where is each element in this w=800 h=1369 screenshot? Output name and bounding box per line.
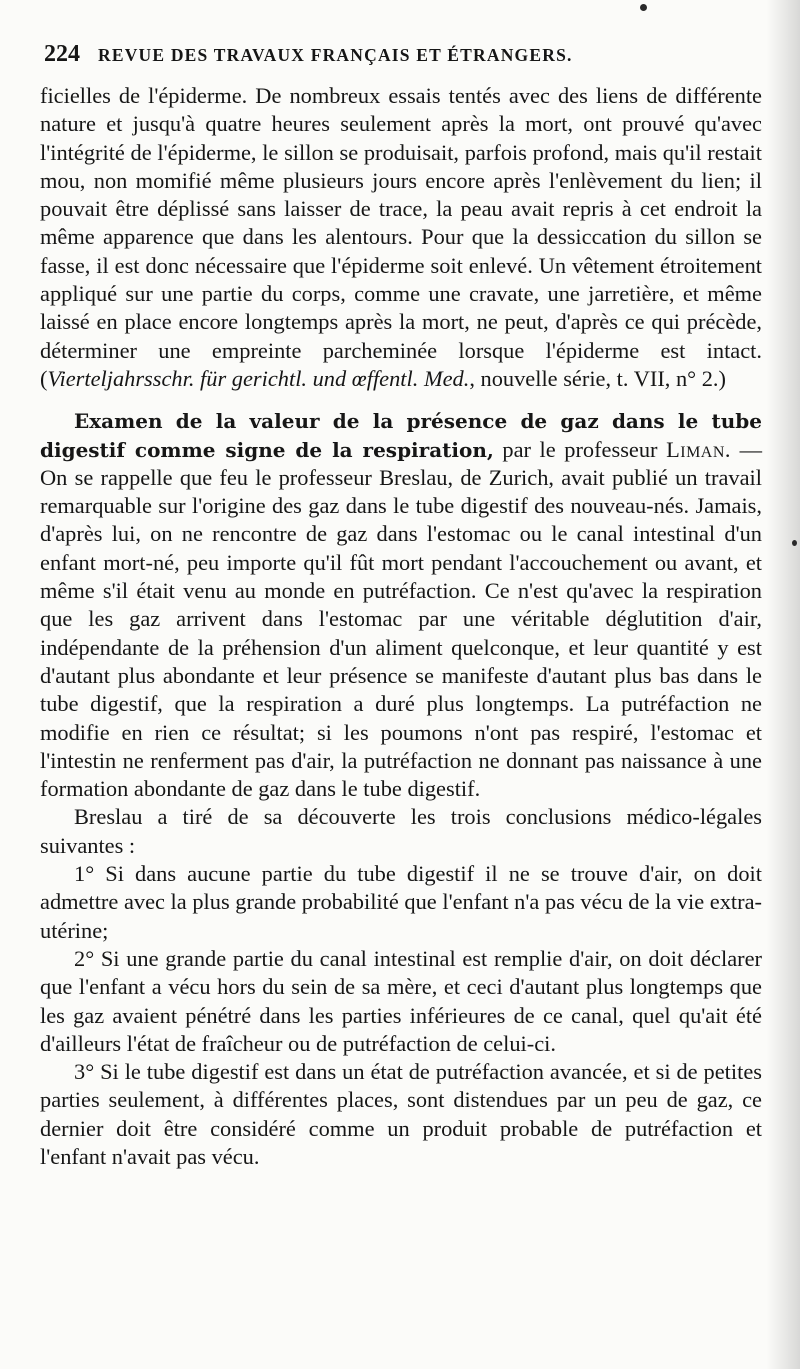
conclusion-3: 3° Si le tube digestif est dans un état de putréfaction avancée, et si de petites parties seulement, à différentes places, sont distendues par un peu de gaz, ce dernier doit être considéré comme un produit probable de putréfaction et l'enfant n'avait pas vécu. bbox=[40, 1059, 762, 1169]
article-title: Examen de la valeur de la présence de gaz dans le tube digestif comme signe de la respiration, bbox=[40, 409, 762, 462]
previous-article-text: ficielles de l'épiderme. De nombreux essais tentés avec des liens de différente nature et jusqu'à quatre heures seulement après la mort, ont prouvé qu'avec l'intégrité de l'épiderme, le sillon se produisait, parfois profond, mais qu'il restait mou, non momifié même plusieurs jours encore après l'enlèvement du lien; il pouvait être déplissé sans laisser de trace, la peau avait repris à cet endroit la même apparence que dans les alentours. Pour que la dessiccation du sillon se fasse, il est donc nécessaire que l'épiderme soit enlevé. Un vêtement étroitement appliqué sur une partie du corps, comme une cravate, une jarretière, et même laissé en place encore longtemps après la mort, ne peut, d'après ce qui précède, déterminer une empreinte parcheminée lorsque l'épiderme est intact. ( bbox=[40, 83, 762, 391]
previous-article-ending bbox=[40, 82, 762, 393]
ink-speck bbox=[792, 540, 797, 546]
ink-speck bbox=[640, 4, 647, 11]
article-intro: — On se rappelle que feu le professeur Breslau, de Zurich, avait publié un travail remarquable sur l'origine des gaz dans le tube digestif des nouveau-nés. Jamais, d'après lui, on ne rencontre de gaz dans l'estomac ou le canal intestinal d'un enfant mort-né, peu importe qu'il fût mort pendant l'accouchement ou avant, et même s'il était venu au monde en putréfaction. Ce n'est qu'avec la respiration que les gaz arrivent dans l'estomac par une véritable déglutition d'air, indépendante de la préhension d'un aliment quelconque, et leur quantité y est d'autant plus abondante et leur présence se manifeste d'autant plus bas dans le tube digestif, que la respiration a duré plus longtemps. La putréfaction ne modifie en rien ce résultat; si les poumons n'ont pas respiré, l'estomac et l'intestin ne renferment pas d'air, la putréfaction ne donnant pas naissance à une formation abondante de gaz dans le tube digestif. bbox=[40, 436, 762, 802]
section-gap bbox=[40, 393, 762, 407]
article-author: Liman. bbox=[666, 436, 732, 462]
citation-details: , nouvelle série, t. VII, n° 2.) bbox=[469, 365, 726, 391]
conclusion-1: 1° Si dans aucune partie du tube digestif il ne se trouve d'air, on doit admettre avec la plus grande probabilité que l'enfant n'a pas vécu de la vie extra-utérine; bbox=[40, 861, 762, 943]
conclusions-intro: Breslau a tiré de sa découverte les trois conclusions médico-légales suivantes : bbox=[40, 804, 762, 858]
page-edge-shadow bbox=[766, 0, 800, 1369]
page-content bbox=[40, 40, 762, 1171]
running-title: REVUE DES TRAVAUX FRANÇAIS ET ÉTRANGERS. bbox=[98, 45, 573, 65]
byline-prefix: par le professeur bbox=[493, 436, 667, 462]
page-number: 224 bbox=[44, 41, 80, 67]
conclusion-2: 2° Si une grande partie du canal intestinal est remplie d'air, on doit déclarer que l'enfant a vécu hors du sein de sa mère, et ceci d'autant plus longtemps que les gaz avaient pénétré dans les parties inférieures de ce canal, quel qu'ait été d'ailleurs l'état de fraîcheur ou de putréfaction de celui-ci. bbox=[40, 945, 762, 1056]
page-header bbox=[40, 40, 762, 82]
citation-journal: Vierteljahrsschr. für gerichtl. und œffentl. Med. bbox=[47, 365, 470, 391]
article-opening-paragraph bbox=[40, 407, 762, 803]
